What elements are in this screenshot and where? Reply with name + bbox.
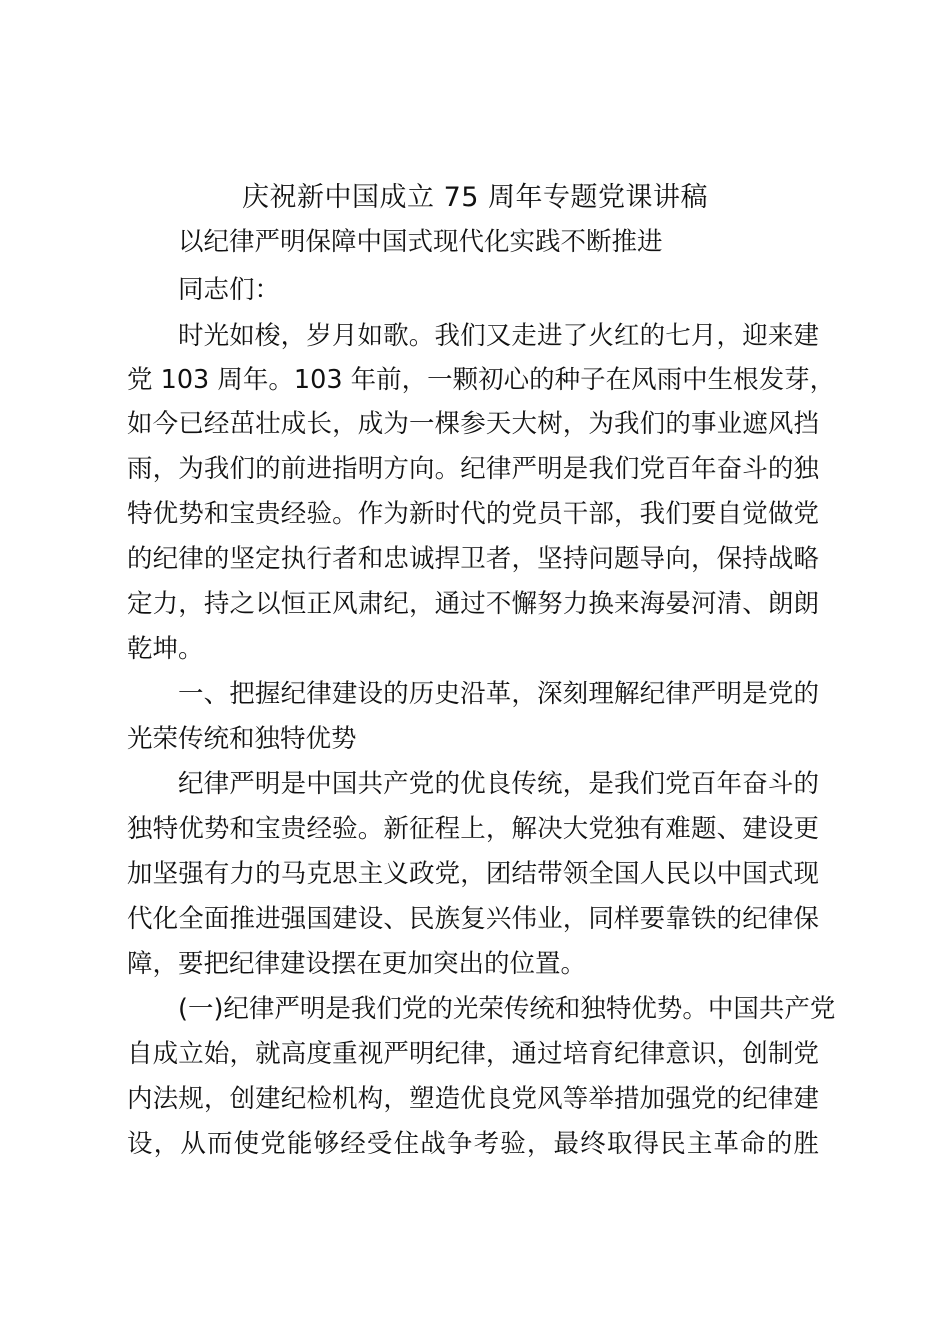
body-line: 自成立始，就高度重视严明纪律，通过培育纪律意识，创制党 bbox=[127, 1039, 819, 1069]
body-line: 雨，为我们的前进指明方向。纪律严明是我们党百年奋斗的独 bbox=[127, 454, 819, 484]
body-line: 设，从而使党能够经受住战争考验，最终取得民主革命的胜 bbox=[127, 1129, 819, 1159]
body-line: 代化全面推进强国建设、民族复兴伟业，同样要靠铁的纪律保 bbox=[127, 904, 819, 934]
body-line: 定力，持之以恒正风肃纪，通过不懈努力换来海晏河清、朗朗 bbox=[127, 589, 819, 619]
body-line: 的纪律的坚定执行者和忠诚捍卫者，坚持问题导向，保持战略 bbox=[127, 544, 819, 574]
body-line: 特优势和宝贵经验。作为新时代的党员干部，我们要自觉做党 bbox=[127, 499, 819, 529]
body-line: 内法规，创建纪检机构，塑造优良党风等举措加强党的纪律建 bbox=[127, 1084, 819, 1114]
greeting: 同志们： bbox=[178, 275, 281, 305]
body-line: 障，要把纪律建设摆在更加突出的位置。 bbox=[127, 949, 587, 979]
body-line: 党 103 周年。103 年前，一颗初心的种子在风雨中生根发芽， bbox=[127, 365, 836, 395]
body-line: 乾坤。 bbox=[127, 634, 204, 664]
body-line: 加坚强有力的马克思主义政党，团结带领全国人民以中国式现 bbox=[127, 859, 819, 889]
section-heading-line: 一、把握纪律建设的历史沿革，深刻理解纪律严明是党的 bbox=[178, 679, 819, 709]
section-heading-line: 光荣传统和独特优势 bbox=[127, 724, 357, 754]
document-subtitle: 以纪律严明保障中国式现代化实践不断推进 bbox=[178, 227, 663, 257]
body-line: 时光如梭，岁月如歌。我们又走进了火红的七月，迎来建 bbox=[178, 321, 819, 351]
body-line: 纪律严明是中国共产党的优良传统，是我们党百年奋斗的 bbox=[178, 769, 819, 799]
body-line: 独特优势和宝贵经验。新征程上，解决大党独有难题、建设更 bbox=[127, 814, 819, 844]
body-line: (一)纪律严明是我们党的光荣传统和独特优势。中国共产党 bbox=[178, 994, 836, 1024]
document-title: 庆祝新中国成立 75 周年专题党课讲稿 bbox=[241, 182, 709, 213]
body-line: 如今已经茁壮成长，成为一棵参天大树，为我们的事业遮风挡 bbox=[127, 409, 819, 439]
